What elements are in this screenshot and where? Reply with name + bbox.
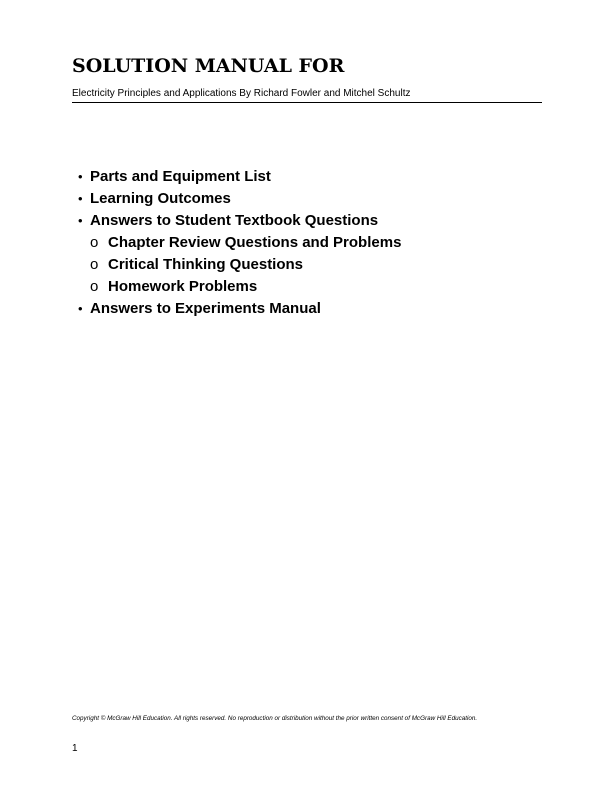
sub-list-item-label: Homework Problems xyxy=(108,278,258,295)
sub-bullet-marker: o xyxy=(90,256,99,273)
sub-list-item xyxy=(72,276,542,298)
list-item-label: Answers to Experiments Manual xyxy=(90,300,321,317)
bullet-marker: • xyxy=(78,213,83,228)
sub-list-item-label: Chapter Review Questions and Problems xyxy=(108,234,402,251)
contents-list xyxy=(72,166,542,320)
list-item xyxy=(72,188,542,210)
title-divider xyxy=(72,102,542,103)
sub-list-item-label: Critical Thinking Questions xyxy=(108,256,304,273)
list-item-label: Parts and Equipment List xyxy=(90,168,271,185)
sub-bullet-marker: o xyxy=(90,278,99,295)
list-item xyxy=(72,166,542,188)
document-subtitle: Electricity Principles and Applications By Richard Fowler and Mitchel Schultz xyxy=(72,88,411,99)
sub-list-item xyxy=(72,254,542,276)
list-item xyxy=(72,210,542,232)
list-item xyxy=(72,298,542,320)
copyright-notice: Copyright © McGraw Hill Education. All rights reserved. No reproduction or distribution without the prior written consent of McGraw Hill Education. xyxy=(72,715,478,722)
page-number: 1 xyxy=(72,743,78,754)
list-item-label: Answers to Student Textbook Questions xyxy=(90,212,379,229)
sub-bullet-marker: o xyxy=(90,234,99,251)
document-title: SOLUTION MANUAL FOR xyxy=(72,55,345,77)
bullet-marker: • xyxy=(78,301,83,316)
sub-list-item xyxy=(72,232,542,254)
list-item-label: Learning Outcomes xyxy=(90,190,231,207)
bullet-marker: • xyxy=(78,191,83,206)
bullet-marker: • xyxy=(78,169,83,184)
